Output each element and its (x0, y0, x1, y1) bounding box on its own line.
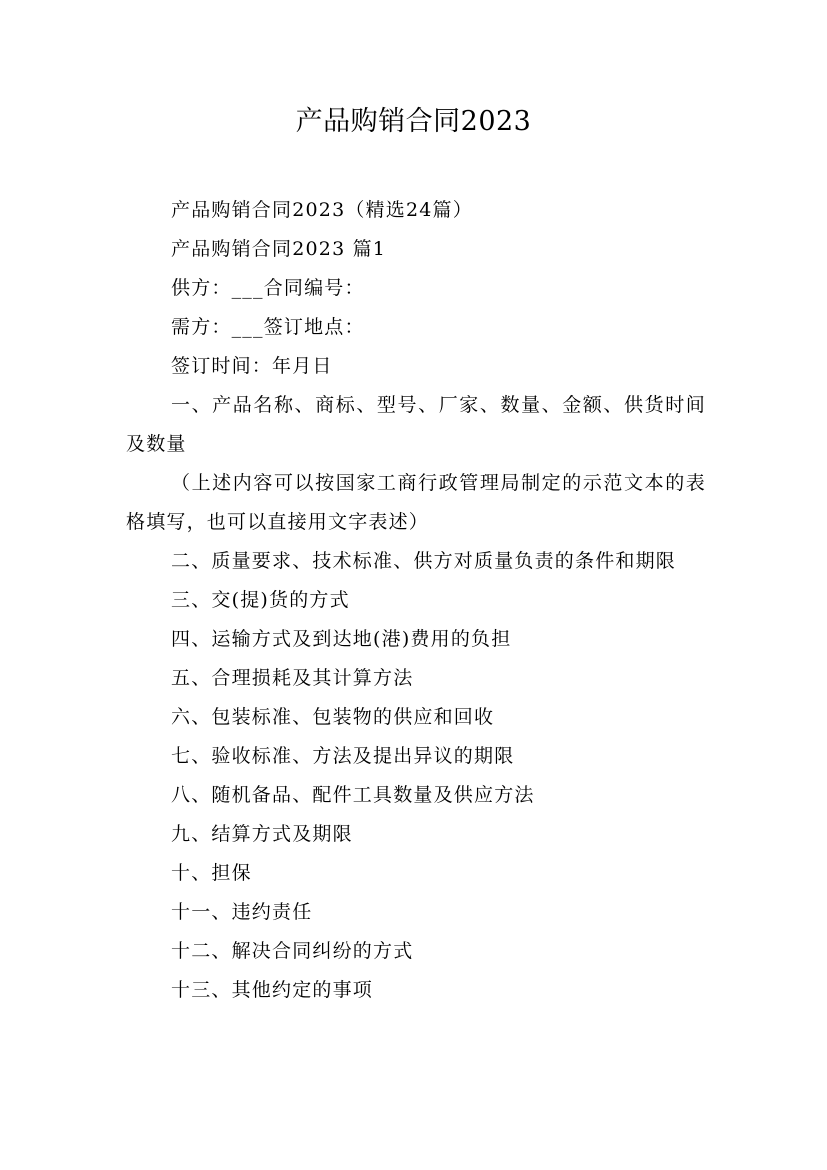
paragraph-clause-2: 二、质量要求、技术标准、供方对质量负责的条件和期限 (171, 550, 677, 572)
paragraph-clause-8: 八、随机备品、配件工具数量及供应方法 (171, 784, 535, 806)
paragraph-sign-date: 签订时间：年月日 (171, 355, 333, 377)
paragraph-clause-10: 十、担保 (171, 862, 252, 884)
paragraph-clause-3: 三、交(提)货的方式 (171, 589, 350, 611)
paragraph-clause-9: 九、结算方式及期限 (171, 823, 353, 845)
paragraph-clause-7: 七、验收标准、方法及提出异议的期限 (171, 745, 515, 767)
paragraph-clause-5: 五、合理损耗及其计算方法 (171, 667, 414, 689)
paragraph-buyer: 需方：___签订地点： (171, 316, 365, 338)
paragraph-clause-4: 四、运输方式及到达地(港)费用的负担 (171, 628, 512, 650)
paragraph-clause-11: 十一、违约责任 (171, 901, 313, 923)
paragraph-clause-1: 一、产品名称、商标、型号、厂家、数量、金额、供货时间及数量 (126, 394, 706, 455)
document-body (126, 191, 706, 1010)
paragraph-clause-6: 六、包装标准、包装物的供应和回收 (171, 706, 495, 728)
paragraph-clause-13: 十三、其他约定的事项 (171, 979, 374, 1001)
paragraph-clause-1-note: （上述内容可以按国家工商行政管理局制定的示范文本的表格填写，也可以直接用文字表述） (126, 472, 706, 533)
document-title: 产品购销合同2023 (295, 106, 532, 137)
paragraph-section-heading: 产品购销合同2023 篇1 (171, 238, 387, 260)
paragraph-clause-12: 十二、解决合同纠纷的方式 (171, 940, 414, 962)
paragraph-supplier: 供方：___合同编号： (171, 277, 365, 299)
paragraph-intro-title: 产品购销合同2023（精选24篇） (171, 199, 473, 221)
